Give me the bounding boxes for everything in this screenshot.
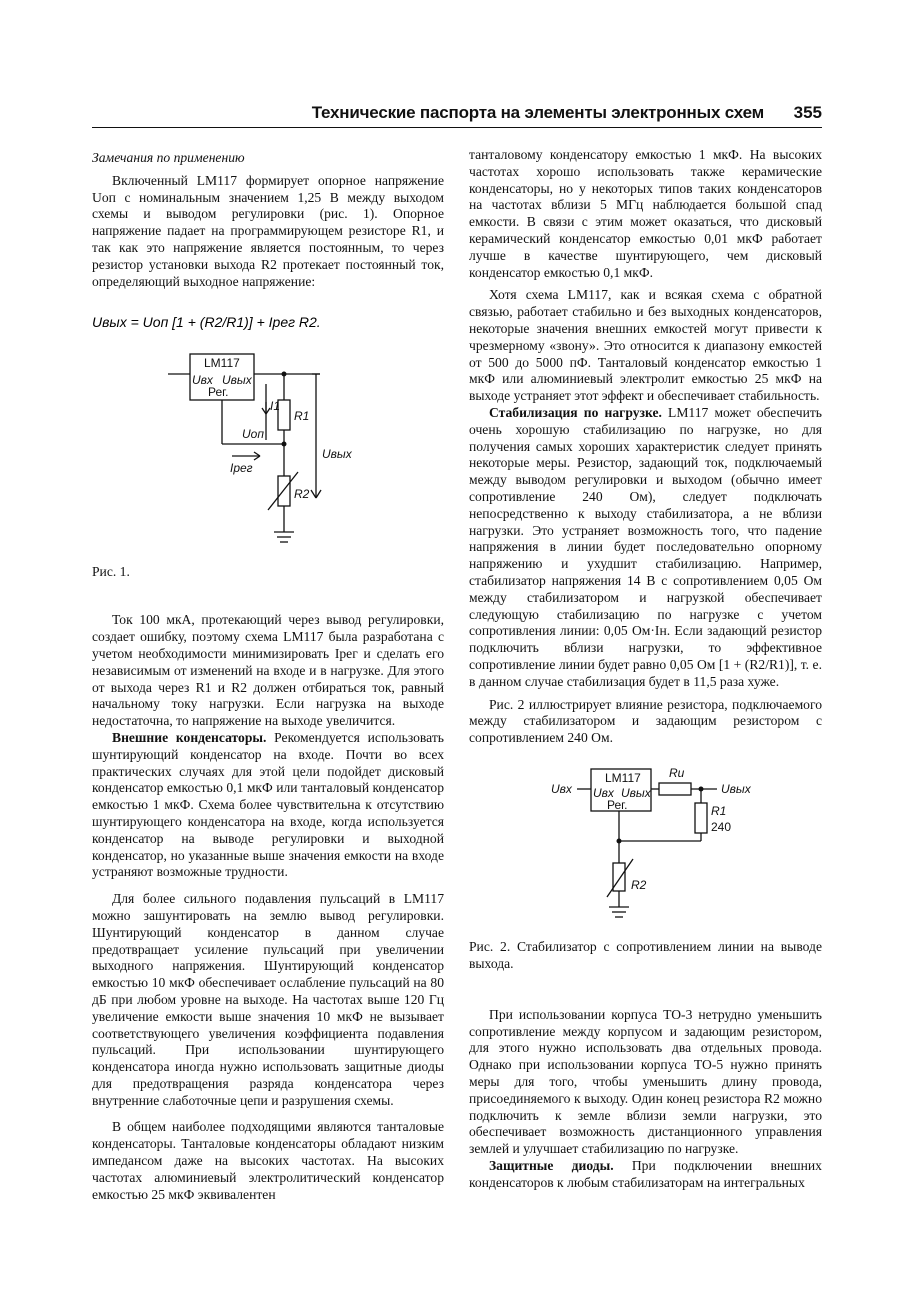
- left-column: [92, 150, 444, 1203]
- r1-label: R1: [294, 409, 310, 424]
- reg-label: Рег.: [607, 797, 628, 812]
- paragraph: [469, 1158, 822, 1192]
- paragraph: При использовании корпуса ТО-3 нетрудно уменьшить сопротивление между корпусом и задающим резистором, для этого нужно использовать два отдельных провода. Однако при использовании корпуса ТО-5 нужно принять меры для того, чтобы уменьшить длину провода, присоединяемого к выходу. Один конец резистора R2 можно подключить к земле вблизи земли нагрузки, это обеспечивает возможность дистанционного управления землей и улучшает стабилизацию по нагрузке.: [469, 1006, 822, 1157]
- header-title: Технические паспорта на элементы электронных схем: [311, 103, 764, 122]
- paragraph: Для более сильного подавления пульсаций в LM117 можно зашунтировать на землю вывод регулировки. Шунтирующий конденсатор в данном случае предотвращает усиление пульсаций при увеличении выходного напряжения. Шунтирующий конденсатор емкостью 10 мкФ обеспечивает ослабление пульсаций на 80 дБ при любом уровне на выходе. На частотах выше 120 Гц увеличение емкости выше значения 10 мкФ не вызывает соответствующего увеличения коэффициента подавления пульсаций. При использовании шунтирующего конденсатора иногда нужно использовать защитные диоды для предотвращения разряда конденсатора через внутренние слаботочные цепи и разрушения схемы.: [92, 891, 444, 1108]
- r2-resistor: [613, 863, 625, 891]
- paragraph: В общем наиболее подходящими являются танталовые конденсаторы. Танталовые конденсаторы обладают низким импедансом даже на высоких частотах. На высоких частотах алюминиевый электролитический конденсатор емкостью 25 мкФ эквивалентен: [92, 1119, 444, 1202]
- uout-label: Uвых: [621, 785, 651, 800]
- figure-1-schematic: [92, 348, 444, 578]
- reg-label: Рег.: [208, 385, 229, 400]
- r2-resistor: [278, 476, 290, 506]
- figure-2-caption: Рис. 2. Стабилизатор с сопротивлением линии на выводе выхода.: [469, 938, 822, 971]
- ri-resistor: [659, 783, 691, 795]
- figure-2: [469, 759, 822, 977]
- paragraph-text: LM117 может обеспечить очень хорошую стабилизацию по нагрузке, но для получения самых хороших характеристик следует принять некоторые меры. Резистор, задающий ток, подключаемый между выводом регулировки и выходом (обычно имеет сопротивление 240 Ом), следует подключать непосредственно к выходу стабилизатора, а не вблизи нагрузки. Это устраняет возможность того, что падение напряжения в линии будет последовательно опорному напряжению и ухудшит стабилизацию. Например, стабилизатор напряжения 14 В с сопротивлением 0,05 Ом между стабилизатором и нагрузкой обеспечивает следующую стабилизацию по нагрузке с учетом сопротивления линии: 0,05 Ом·Iн. Если задающий резистор подключить вблизи нагрузки, то эффективное сопротивление линии будет равно 0,05 Ом [1 + (R2/R1)], т. е. в данном случае стабилизация будет в 11,5 раза хуже.: [469, 404, 822, 689]
- run-in-heading: Внешние конденсаторы.: [112, 729, 267, 745]
- formula: [92, 304, 444, 340]
- ri-label: Rи: [669, 765, 685, 780]
- uout-label: Uвых: [222, 373, 252, 388]
- r1-label: R1: [711, 803, 727, 818]
- uvyh-label: Uвых: [322, 447, 352, 462]
- right-column: [469, 147, 822, 1192]
- paragraph: Хотя схема LM117, как и всякая схема с обратной связью, работает стабильно и без выходных конденсаторов, некоторые значения внешних емкостей могут привести к чрезмерному «звону». Это относится к диапазону емкостей от 500 до 5000 пФ. Танталовый конденсатор емкостью 1 мкФ или алюминиевый электролит емкостью 25 мкФ на выходе устраняет этот эффект и обеспечивает стабильность.: [469, 287, 822, 404]
- figure-2-schematic: [469, 759, 822, 939]
- figure-1-caption: Рис. 1.: [92, 564, 130, 580]
- uout-ext-label: Uвых: [721, 781, 751, 796]
- figure-1: [92, 348, 444, 586]
- chip-label: LM117: [204, 356, 240, 371]
- uin-ext-label: Uвх: [551, 781, 572, 796]
- r1-resistor: [695, 803, 707, 833]
- paragraph-text: Рекомендуется использовать шунтирующий конденсатор на входе. Почти во всех практических случаях для этой цели подойдет дисковый конденсатор емкостью 0,1 мкФ или танталовый конденсатор емкостью 1 мкФ. Схема более чувствительна к отсутствию шунтирующего конденсатора на входе, когда используется конденсатор на выводе регулировки и выходной конденсатор, но указанные выше значения емкости на входе устраняют возможные трудности.: [92, 729, 444, 880]
- uin-label: Uвх: [593, 785, 614, 800]
- chip-label: LM117: [605, 770, 641, 785]
- paragraph: Рис. 2 иллюстрирует влияние резистора, подключаемого между стабилизатором и задающим резистором с сопротивлением 240 Ом.: [469, 696, 822, 746]
- running-header: [92, 103, 822, 128]
- paragraph: Ток 100 мкА, протекающий через вывод регулировки, создает ошибку, поэтому схема LM117 была разработана с учетом необходимости минимизировать Iрег и сделать его независимым от изменений на входе и в нагрузке. Для этого от выхода через R1 и R2 должен отбираться ток, равный начальному току нагрузки. Если нагрузка на выходе недостаточна, то напряжение на выходе увеличится.: [92, 612, 444, 729]
- i1-label: I1: [270, 399, 281, 414]
- paragraph-text: При подключении внешних конденсаторов к любым стабилизаторам на интегральных: [469, 1158, 822, 1190]
- page-number: 355: [793, 103, 822, 122]
- paragraph: [469, 405, 822, 691]
- run-in-heading: Стабилизация по нагрузке.: [489, 404, 662, 420]
- uop-label: Uоп: [242, 427, 264, 442]
- paragraph: Включенный LM117 формирует опорное напряжение Uоп с номинальным значением 1,25 В между выходом схемы и выводом регулировки (рис. 1). Опорное напряжение падает на программирующем резисторе R1, и так как это напряжение является постоянным, то через резистор установки выхода R2 протекает постоянный ток, определяющий выходное напряжение:: [92, 172, 444, 289]
- uin-label: Uвх: [192, 373, 213, 388]
- formula-text: Uвых = Uоп [1 + (R2/R1)] + Iрег R2.: [92, 314, 321, 331]
- r2-label: R2: [294, 487, 310, 502]
- r2-label: R2: [631, 877, 647, 892]
- paragraph: [92, 730, 444, 881]
- section-title: Замечания по применению: [92, 150, 245, 165]
- r1-value: 240: [711, 819, 732, 834]
- run-in-heading: Защитные диоды.: [489, 1158, 614, 1174]
- paragraph: танталовому конденсатору емкостью 1 мкФ. На высоких частотах хорошо использовать также керамические конденсаторы, но у некоторых типов таких конденсаторов на частотах вблизи 5 МГц наблюдается большой спад емкости. В связи с этим может оказаться, что дисковый керамический конденсатор емкостью 0,01 мкФ работает лучше в качестве шунтирующего, чем дисковый конденсатор емкостью 0,1 мкФ.: [469, 147, 822, 280]
- ireg-label: Iрег: [230, 461, 253, 476]
